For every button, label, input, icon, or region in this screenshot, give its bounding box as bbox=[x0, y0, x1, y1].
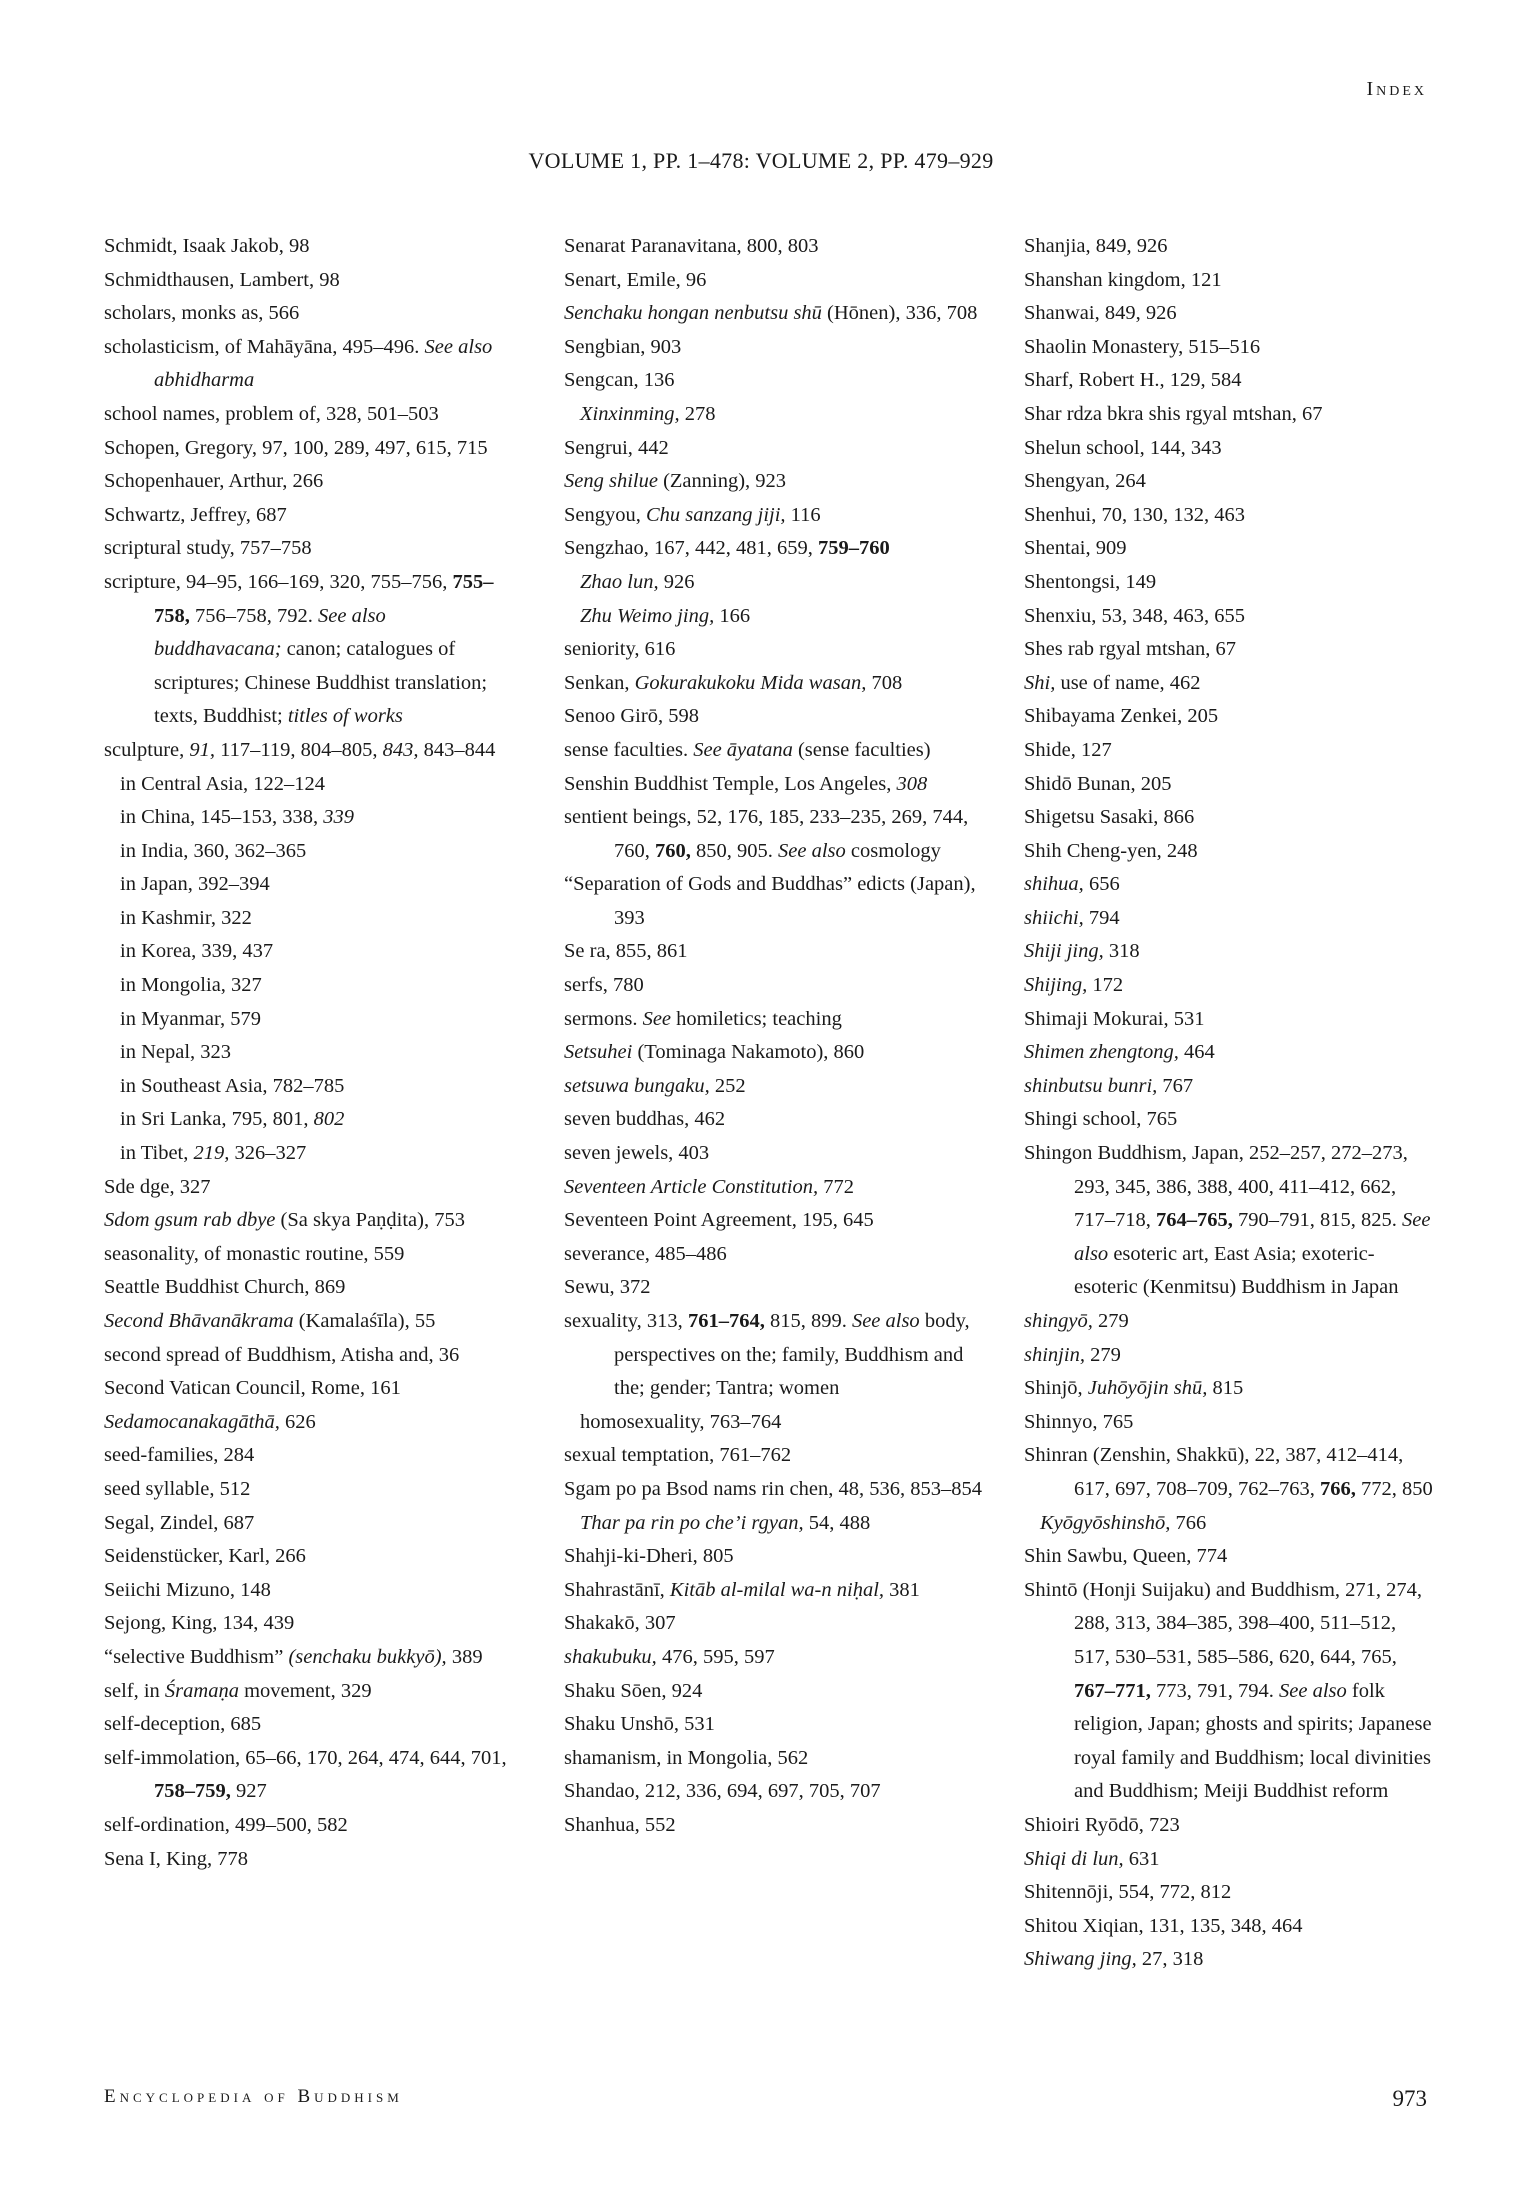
index-subentry: in China, 145–153, 338, 339 bbox=[120, 806, 355, 829]
index-entry: Shimen zhengtong, 464 bbox=[1024, 1041, 1215, 1064]
index-entry: Sengzhao, 167, 442, 481, 659, 759–760 bbox=[564, 537, 890, 560]
index-entry: Shelun school, 144, 343 bbox=[1024, 436, 1222, 459]
index-entry: “selective Buddhism” (senchaku bukkyō), 389 bbox=[104, 1645, 483, 1668]
footer-title: Encyclopedia of Buddhism bbox=[104, 2086, 403, 2107]
index-entry: seniority, 616 bbox=[564, 638, 676, 661]
index-entry: scholars, monks as, 566 bbox=[104, 302, 300, 325]
index-entry: Shibayama Zenkei, 205 bbox=[1024, 705, 1219, 728]
index-entry: seed syllable, 512 bbox=[104, 1477, 251, 1500]
index-entry: Sde dge, 327 bbox=[104, 1175, 211, 1198]
index-entry: seven buddhas, 462 bbox=[564, 1108, 726, 1131]
index-entry: Schwartz, Jeffrey, 687 bbox=[104, 503, 287, 526]
index-entry: Shaku Unshō, 531 bbox=[564, 1713, 715, 1736]
index-entry: Shin Sawbu, Queen, 774 bbox=[1024, 1545, 1228, 1568]
index-entry: Shiqi di lun, 631 bbox=[1024, 1847, 1160, 1870]
index-column-3 bbox=[1024, 230, 1434, 1977]
index-entry: Shijing, 172 bbox=[1024, 974, 1124, 997]
index-entry: Second Bhāvanākrama (Kamalaśīla), 55 bbox=[104, 1310, 436, 1332]
running-header: Index bbox=[1366, 78, 1427, 100]
index-entry: shakubuku, 476, 595, 597 bbox=[564, 1645, 775, 1668]
index-entry: Sedamocanakagāthā, 626 bbox=[104, 1410, 316, 1433]
index-entry: Segal, Zindel, 687 bbox=[104, 1511, 255, 1534]
volume-range: VOLUME 1, PP. 1–478: VOLUME 2, PP. 479–929 bbox=[528, 148, 994, 173]
index-entry: Sewu, 372 bbox=[564, 1276, 651, 1299]
index-entry: second spread of Buddhism, Atisha and, 36 bbox=[104, 1343, 460, 1366]
index-entry: Senchaku hongan nenbutsu shū (Hōnen), 336, 708 bbox=[564, 302, 978, 325]
index-entry: Shakakō, 307 bbox=[564, 1612, 676, 1635]
index-entry: Schopen, Gregory, 97, 100, 289, 497, 615, 715 bbox=[104, 436, 488, 459]
index-entry: shamanism, in Mongolia, 562 bbox=[564, 1746, 809, 1769]
index-entry: self, in Śramaṇa movement, 329 bbox=[104, 1679, 372, 1702]
index-entry: sense faculties. See āyatana (sense faculties) bbox=[564, 738, 931, 761]
index-entry: Seventeen Point Agreement, 195, 645 bbox=[564, 1209, 874, 1232]
index-entry: school names, problem of, 328, 501–503 bbox=[104, 402, 439, 425]
index-entry: Shanshan kingdom, 121 bbox=[1024, 268, 1222, 291]
index-entry: Sengyou, Chu sanzang jiji, 116 bbox=[564, 503, 821, 526]
index-entry: Senkan, Gokurakukoku Mida wasan, 708 bbox=[564, 671, 903, 694]
index-subentry: Kyōgyōshinshō, 766 bbox=[1040, 1511, 1207, 1534]
index-entry: Shide, 127 bbox=[1024, 738, 1112, 761]
index-subentry: Xinxinming, 278 bbox=[580, 402, 716, 425]
index-entry: Sengbian, 903 bbox=[564, 335, 682, 358]
index-entry: Shitou Xiqian, 131, 135, 348, 464 bbox=[1024, 1914, 1303, 1937]
index-subentry: in Korea, 339, 437 bbox=[120, 940, 274, 963]
index-entry: Seiichi Mizuno, 148 bbox=[104, 1578, 271, 1601]
index-subentry: in Nepal, 323 bbox=[120, 1041, 232, 1064]
index-entry: Sena I, King, 778 bbox=[104, 1847, 249, 1870]
index-entry: self-ordination, 499–500, 582 bbox=[104, 1813, 348, 1836]
index-entry: Schopenhauer, Arthur, 266 bbox=[104, 470, 324, 493]
index-subentry: Zhu Weimo jing, 166 bbox=[580, 604, 751, 627]
index-subentry: in Japan, 392–394 bbox=[120, 873, 270, 896]
index-entry: scripture, 94–95, 166–169, 320, 755–756, 755–758, 756–758, 792. See also buddhavacana; canon; catalogues of scriptures; Chinese Buddhist translation; texts, Buddhist; titles of works bbox=[104, 570, 494, 728]
index-entry: Shidō Bunan, 205 bbox=[1024, 772, 1172, 795]
index-entry: Seattle Buddhist Church, 869 bbox=[104, 1276, 346, 1299]
index-column-2 bbox=[564, 230, 984, 1843]
index-entry: Shinran (Zenshin, Shakkū), 22, 387, 412–414, 617, 697, 708–709, 762–763, 766, 772, 850 bbox=[1024, 1444, 1433, 1500]
index-subentry: in Southeast Asia, 782–785 bbox=[120, 1074, 345, 1097]
index-subentry: in Sri Lanka, 795, 801, 802 bbox=[120, 1108, 345, 1131]
index-entry: self-immolation, 65–66, 170, 264, 474, 644, 701, 758–759, 927 bbox=[104, 1746, 507, 1803]
index-entry: Shanjia, 849, 926 bbox=[1024, 235, 1168, 257]
index-entry: Setsuhei (Tominaga Nakamoto), 860 bbox=[564, 1041, 865, 1064]
index-entry: Second Vatican Council, Rome, 161 bbox=[104, 1377, 401, 1400]
index-entry: Seventeen Article Constitution, 772 bbox=[564, 1175, 854, 1198]
index-entry: Sengrui, 442 bbox=[564, 436, 669, 459]
index-entry: setsuwa bungaku, 252 bbox=[564, 1074, 746, 1097]
index-entry: Se ra, 855, 861 bbox=[564, 940, 688, 963]
index-entry: seven jewels, 403 bbox=[564, 1142, 710, 1165]
index-entry: Sgam po pa Bsod nams rin chen, 48, 536, 853–854 bbox=[564, 1477, 982, 1500]
index-entry: scholasticism, of Mahāyāna, 495–496. See also abhidharma bbox=[104, 335, 493, 392]
index-entry: sexuality, 313, 761–764, 815, 899. See also body, perspectives on the; family, Buddhism and the; gender; Tantra; women bbox=[564, 1310, 970, 1400]
index-entry: Senshin Buddhist Temple, Los Angeles, 308 bbox=[564, 772, 928, 795]
index-subentry: Thar pa rin po che’i rgyan, 54, 488 bbox=[580, 1511, 871, 1534]
index-entry: Shih Cheng-yen, 248 bbox=[1024, 839, 1198, 862]
index-entry: shinbutsu bunri, 767 bbox=[1024, 1074, 1194, 1097]
index-entry: Shenhui, 70, 130, 132, 463 bbox=[1024, 503, 1245, 526]
index-entry: shiichi, 794 bbox=[1024, 906, 1120, 929]
index-entry: seed-families, 284 bbox=[104, 1444, 255, 1467]
index-subentry: homosexuality, 763–764 bbox=[580, 1410, 782, 1433]
index-entry: seasonality, of monastic routine, 559 bbox=[104, 1242, 405, 1265]
index-entry: sermons. See homiletics; teaching bbox=[564, 1007, 842, 1030]
index-entry: Sharf, Robert H., 129, 584 bbox=[1024, 369, 1242, 392]
index-entry: Shentongsi, 149 bbox=[1024, 570, 1157, 593]
index-entry: shinjin, 279 bbox=[1024, 1343, 1121, 1366]
index-entry: Shanwai, 849, 926 bbox=[1024, 302, 1177, 325]
index-entry: “Separation of Gods and Buddhas” edicts (Japan), 393 bbox=[564, 873, 976, 929]
index-entry: Shanhua, 552 bbox=[564, 1813, 676, 1836]
index-entry: sculpture, 91, 117–119, 804–805, 843, 843–844 bbox=[104, 738, 496, 761]
index-entry: Shaolin Monastery, 515–516 bbox=[1024, 335, 1261, 358]
index-entry: Shiwang jing, 27, 318 bbox=[1024, 1948, 1204, 1971]
index-entry: Shioiri Ryōdō, 723 bbox=[1024, 1813, 1180, 1836]
index-entry: Shengyan, 264 bbox=[1024, 470, 1146, 493]
index-entry: shihua, 656 bbox=[1024, 873, 1120, 896]
index-entry: serfs, 780 bbox=[564, 974, 644, 997]
index-entry: Shitennōji, 554, 772, 812 bbox=[1024, 1881, 1232, 1904]
index-entry: Shentai, 909 bbox=[1024, 537, 1127, 560]
index-entry: Sdom gsum rab dbye (Sa skya Paṇḍita), 753 bbox=[104, 1209, 465, 1232]
index-subentry: Zhao lun, 926 bbox=[580, 570, 695, 593]
index-entry: Shingon Buddhism, Japan, 252–257, 272–273, 293, 345, 386, 388, 400, 411–412, 662, 717–718, 764–765, 790–791, 815, 825. See also esoteric art, East Asia; exoteric-esoteric (Kenmitsu) Buddhism in Japan bbox=[1024, 1142, 1431, 1299]
index-subentry: in Myanmar, 579 bbox=[120, 1007, 261, 1030]
index-entry: Shar rdza bkra shis rgyal mtshan, 67 bbox=[1024, 402, 1323, 425]
index-entry: Shahrastānī, Kitāb al-milal wa-n niḥal, 381 bbox=[564, 1578, 920, 1601]
index-entry: Seng shilue (Zanning), 923 bbox=[564, 470, 787, 493]
index-entry: severance, 485–486 bbox=[564, 1242, 727, 1265]
index-subentry: in Mongolia, 327 bbox=[120, 974, 262, 997]
index-subentry: in Kashmir, 322 bbox=[120, 906, 252, 929]
index-entry: Shigetsu Sasaki, 866 bbox=[1024, 806, 1195, 829]
index-entry: Schmidt, Isaak Jakob, 98 bbox=[104, 235, 310, 257]
index-entry: Senart, Emile, 96 bbox=[564, 268, 707, 291]
index-entry: Shahji-ki-Dheri, 805 bbox=[564, 1545, 734, 1568]
index-entry: Shiji jing, 318 bbox=[1024, 940, 1140, 963]
index-entry: Shintō (Honji Suijaku) and Buddhism, 271, 274, 288, 313, 384–385, 398–400, 511–512, 517, 530–531, 585–586, 620, 644, 765, 767–771, 773, 791, 794. See also folk religion, Japan; ghosts and spirits; Japanese royal family and Buddhism; local divinities and Buddhism; Meiji Buddhist reform bbox=[1024, 1578, 1432, 1803]
index-entry: Shandao, 212, 336, 694, 697, 705, 707 bbox=[564, 1780, 881, 1803]
index-entry: Senarat Paranavitana, 800, 803 bbox=[564, 235, 819, 257]
index-entry: Shinnyo, 765 bbox=[1024, 1410, 1134, 1433]
index-entry: self-deception, 685 bbox=[104, 1713, 262, 1736]
index-entry: scriptural study, 757–758 bbox=[104, 537, 312, 560]
index-entry: Shaku Sōen, 924 bbox=[564, 1679, 703, 1702]
index-entry: Shes rab rgyal mtshan, 67 bbox=[1024, 638, 1236, 661]
index-subentry: in India, 360, 362–365 bbox=[120, 839, 307, 862]
index-column-1 bbox=[104, 230, 514, 1876]
index-entry: shingyō, 279 bbox=[1024, 1310, 1129, 1332]
index-entry: Sejong, King, 134, 439 bbox=[104, 1612, 295, 1635]
index-entry: Shingi school, 765 bbox=[1024, 1108, 1178, 1131]
index-subentry: in Central Asia, 122–124 bbox=[120, 772, 325, 795]
index-entry: Shimaji Mokurai, 531 bbox=[1024, 1007, 1205, 1030]
index-entry: Senoo Girō, 598 bbox=[564, 705, 699, 728]
index-entry: Sengcan, 136 bbox=[564, 369, 675, 392]
index-entry: Shi, use of name, 462 bbox=[1024, 671, 1201, 694]
index-entry: Schmidthausen, Lambert, 98 bbox=[104, 268, 340, 291]
index-entry: Shinjō, Juhōyōjin shū, 815 bbox=[1024, 1377, 1244, 1400]
page-number: 973 bbox=[1392, 2086, 1427, 2111]
index-entry: sexual temptation, 761–762 bbox=[564, 1444, 792, 1467]
index-entry: sentient beings, 52, 176, 185, 233–235, 269, 744, 760, 760, 850, 905. See also cosmology bbox=[564, 806, 969, 862]
index-subentry: in Tibet, 219, 326–327 bbox=[120, 1142, 307, 1165]
index-entry: Seidenstücker, Karl, 266 bbox=[104, 1545, 306, 1568]
index-entry: Shenxiu, 53, 348, 463, 655 bbox=[1024, 604, 1245, 627]
